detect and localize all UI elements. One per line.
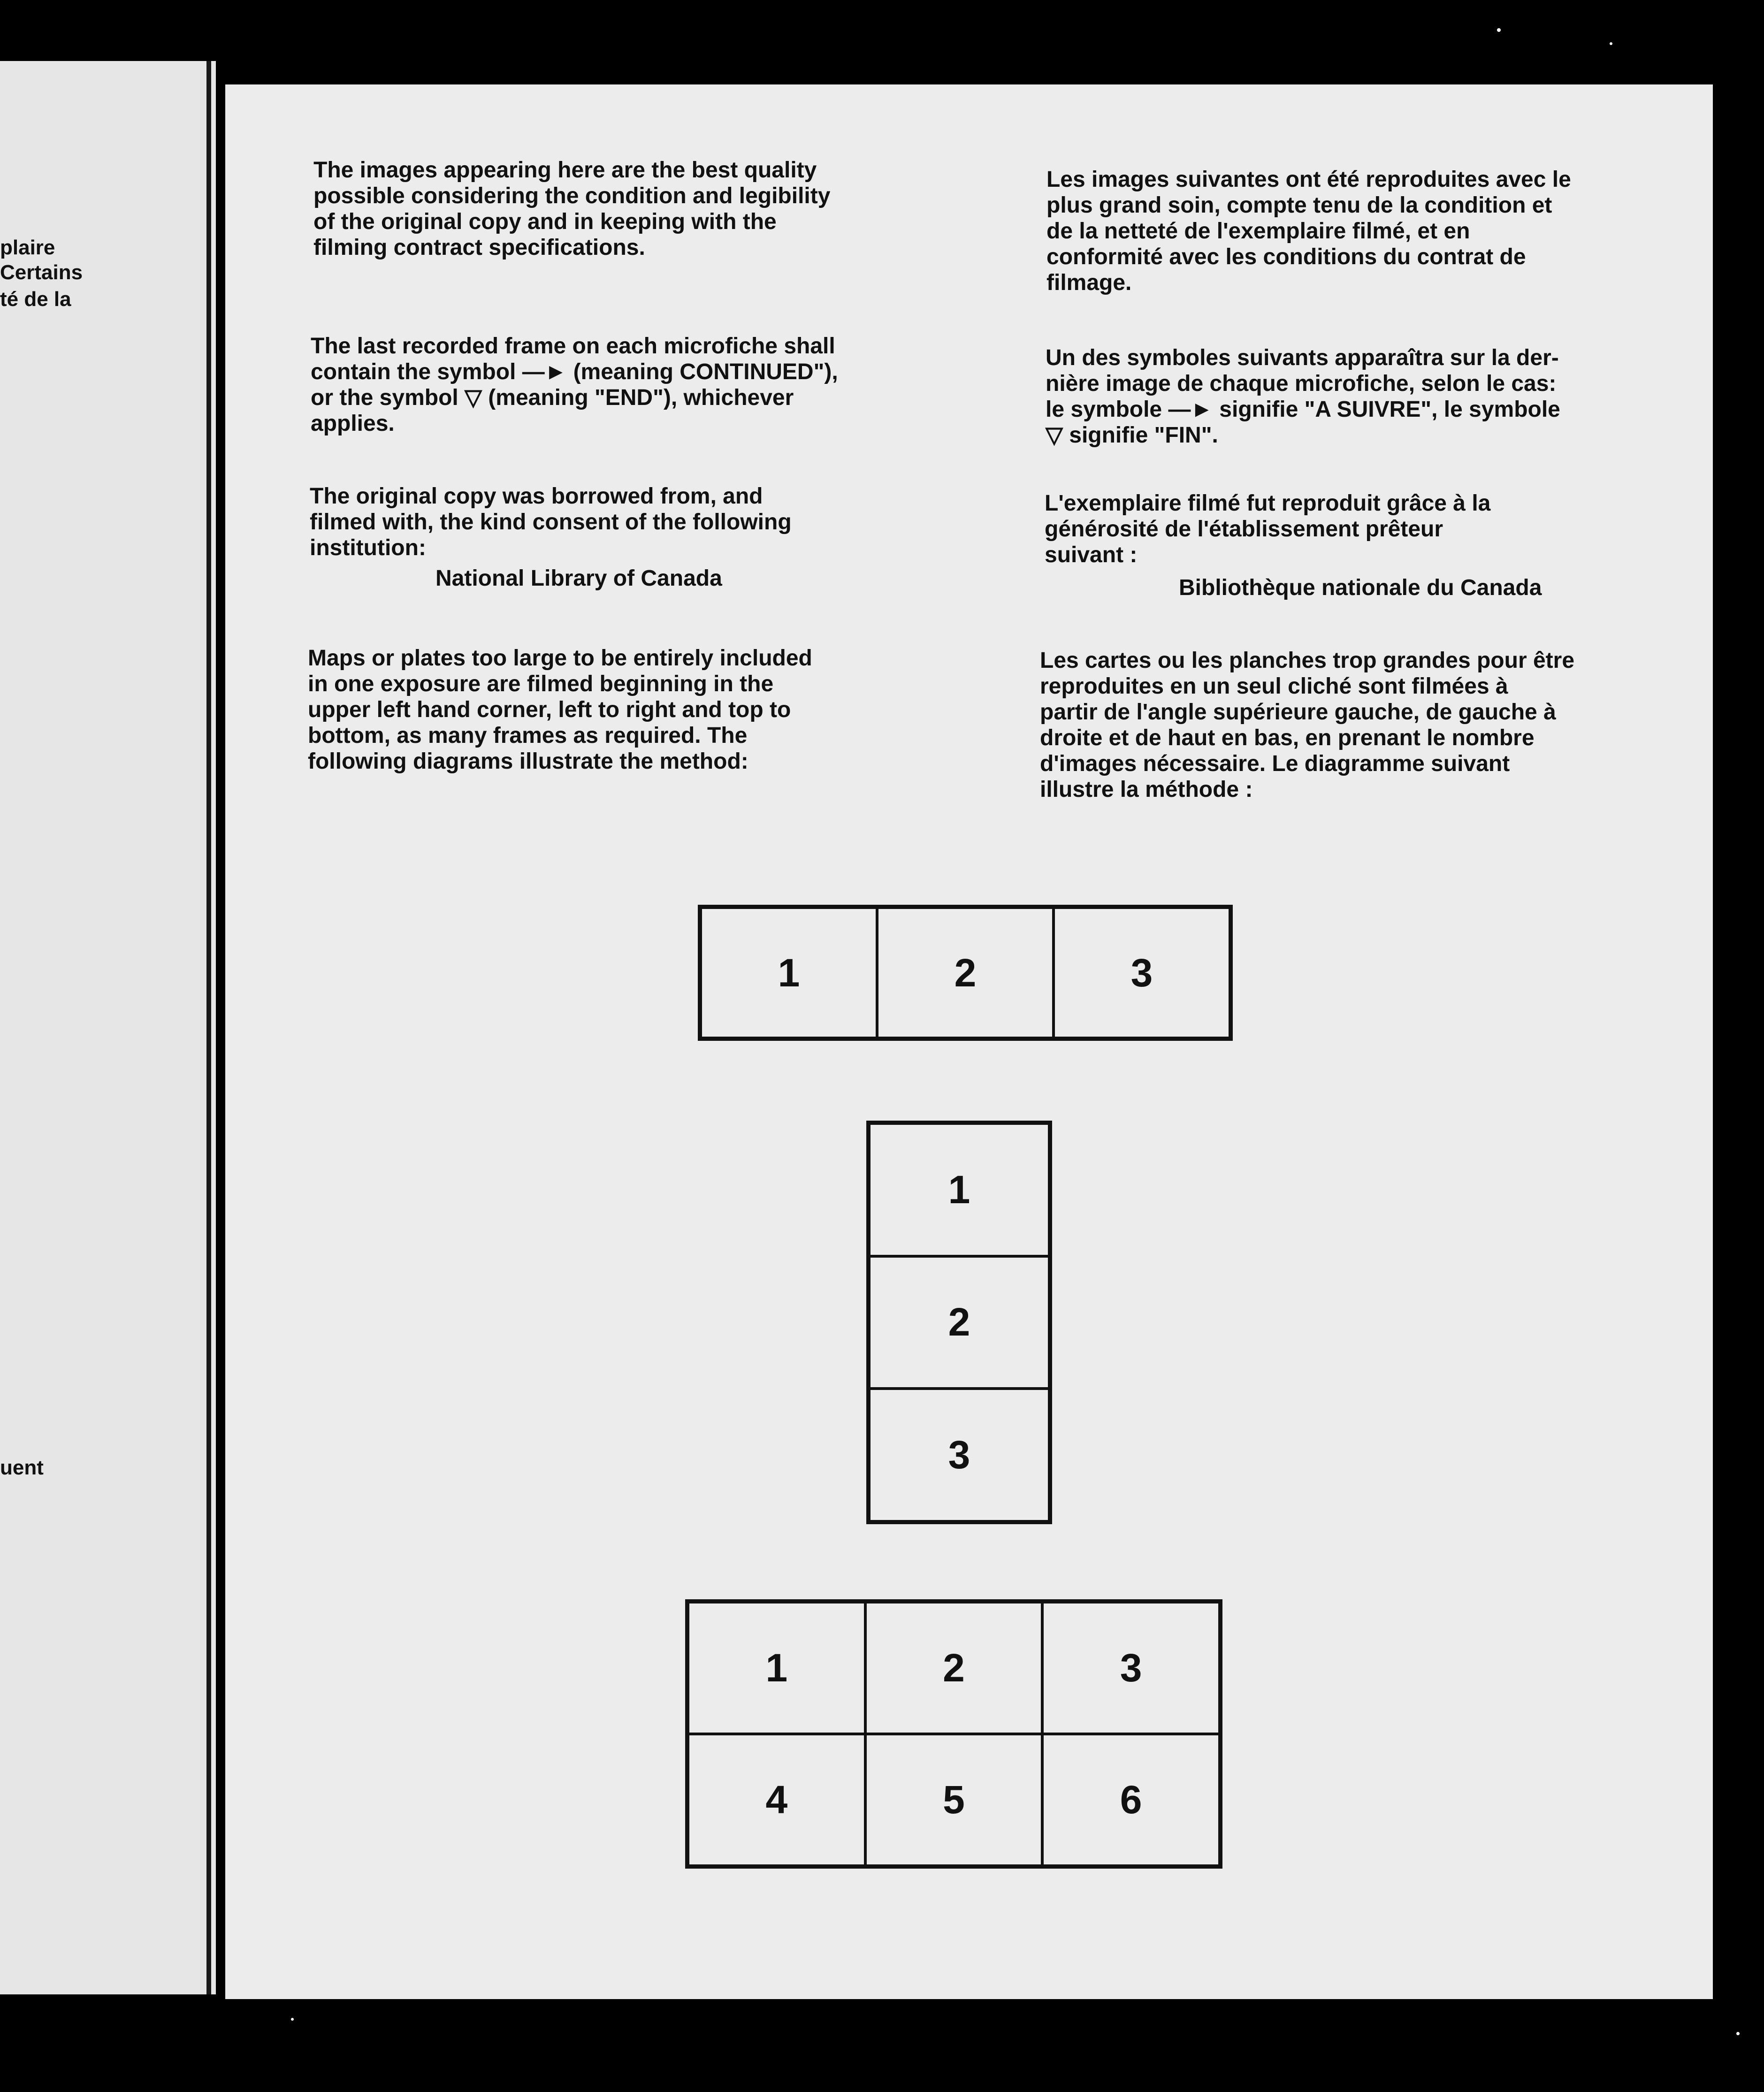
frame-cell: 5: [865, 1734, 1043, 1866]
scan-speck: [1497, 28, 1501, 32]
frame-cell: 1: [701, 908, 877, 1038]
english-institution-name: National Library of Canada: [435, 566, 722, 591]
frame-cell: 2: [869, 1256, 1049, 1389]
left-fragment-2: Certains: [0, 261, 83, 284]
scan-speck: [1736, 2032, 1740, 2035]
frame-cell: 4: [688, 1734, 865, 1866]
diagram-grid: [685, 1599, 1222, 1869]
french-institution-name: Bibliothèque nationale du Canada: [1179, 575, 1542, 600]
frame-cell: 1: [688, 1602, 865, 1734]
scan-speck: [291, 2018, 294, 2021]
left-fragment-4: uent: [0, 1456, 44, 1479]
french-institution-paragraph: L'exemplaire filmé fut reproduit grâce à la générosité de l'établissement prêteur suivant :: [1045, 491, 1491, 567]
left-fragment-1: plaire: [0, 236, 55, 259]
french-maps-paragraph: Les cartes ou les planches trop grandes pour être reproduites en un seul cliché sont filmées à partir de l'angle supérieure gauche, de gauche à droite et de haut en bas, en prenant le nombre d'images nécessaire. Le diagramme suivant illustre la méthode :: [1040, 648, 1575, 802]
english-institution-paragraph: The original copy was borrowed from, and filmed with, the kind consent of the following institution:: [310, 484, 792, 560]
french-quality-paragraph: Les images suivantes ont été reproduites avec le plus grand soin, compte tenu de la condition et de la netteté de l'exemplaire filmé, et en conformité avec les conditions du contrat de filmage.: [1046, 167, 1571, 295]
scan-speck: [1610, 42, 1612, 45]
frame-cell: 1: [869, 1123, 1049, 1256]
french-symbol-paragraph: Un des symboles suivants apparaîtra sur la der- nière image de chaque microfiche, selon le cas: le symbole —► signifie "A SUIVRE", le symbole ▽ signifie "FIN".: [1046, 345, 1560, 448]
english-quality-paragraph: The images appearing here are the best quality possible considering the condition and legibility of the original copy and in keeping with the filming contract specifications.: [313, 158, 831, 260]
left-page-strip: [0, 61, 216, 1994]
diagram-vertical: [866, 1121, 1052, 1524]
diagram-horizontal: [698, 905, 1233, 1041]
frame-cell: 6: [1042, 1734, 1220, 1866]
frame-cell: 2: [877, 908, 1054, 1038]
frame-cell: 3: [1054, 908, 1230, 1038]
english-maps-paragraph: Maps or plates too large to be entirely included in one exposure are filmed beginning in the upper left hand corner, left to right and top to bottom, as many frames as required. The following diagrams illustrate the method:: [308, 646, 812, 774]
frame-cell: 3: [1042, 1602, 1220, 1734]
english-symbol-paragraph: The last recorded frame on each microfiche shall contain the symbol —► (meaning CONTINUED"), or the symbol ▽ (meaning "END"), whichever applies.: [311, 334, 838, 436]
page-gutter-line: [206, 61, 211, 1994]
frame-cell: 2: [865, 1602, 1043, 1734]
frame-cell: 3: [869, 1389, 1049, 1521]
left-fragment-3: té de la: [0, 288, 71, 311]
